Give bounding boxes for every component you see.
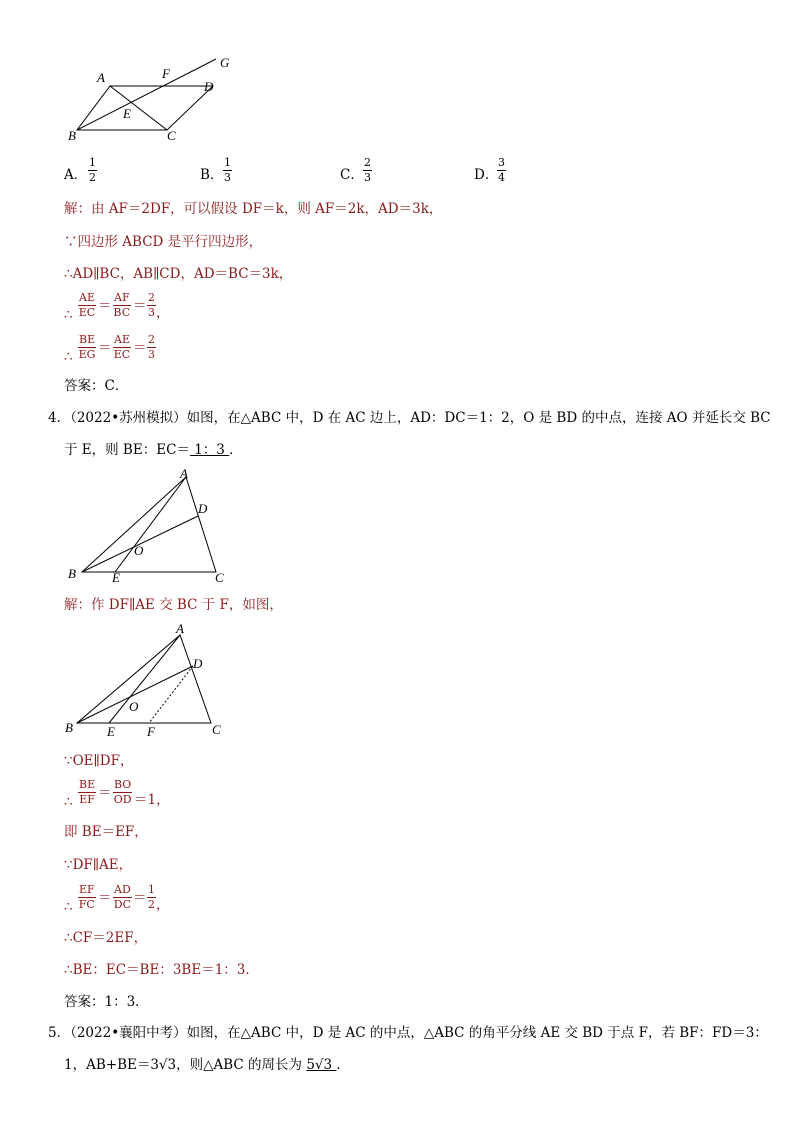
sol3-answer: 答案：C． bbox=[64, 378, 129, 394]
fig2-label-a: A bbox=[180, 466, 188, 481]
parallelogram-figure bbox=[60, 50, 260, 150]
fig1-label-e: E bbox=[123, 106, 131, 121]
fig1-label-d: D bbox=[204, 79, 214, 94]
sol4-line-4: ∵DF∥AE， bbox=[64, 857, 133, 873]
fig3-label-a: A bbox=[176, 621, 184, 636]
fig1-label-a: A bbox=[97, 70, 105, 85]
option-d-fraction: $\frac{3}{4}$ bbox=[498, 156, 505, 184]
sol4-line-5: ∴CF＝2EF， bbox=[64, 930, 148, 946]
fig2-label-e: E bbox=[112, 570, 120, 585]
option-b-label: B． bbox=[200, 167, 224, 183]
sol4-line-3: 即 BE＝EF， bbox=[64, 824, 148, 840]
fig2-label-b: B bbox=[68, 566, 76, 581]
fig3-label-b: B bbox=[65, 720, 73, 735]
option-a-fraction: $\frac{1}{2}$ bbox=[89, 156, 96, 184]
fig3-label-f: F bbox=[147, 724, 155, 739]
q4-line-2: 于 E，则 BE：EC＝ 1：3 ． bbox=[64, 442, 243, 458]
fig1-label-f: F bbox=[162, 66, 170, 81]
fig1-label-c: C bbox=[167, 128, 176, 143]
sol4-line-6: ∴BE：EC＝BE：3BE＝1：3． bbox=[64, 962, 259, 978]
fig3-label-d: D bbox=[193, 656, 203, 671]
triangle-figure-1 bbox=[60, 460, 240, 590]
option-d-label: D． bbox=[474, 167, 499, 183]
sol4-answer: 答案：1：3． bbox=[64, 994, 149, 1010]
fig2-label-d: D bbox=[198, 501, 208, 516]
fig3-label-e: E bbox=[107, 724, 115, 739]
q4-line-1: 4．（2022•苏州模拟）如图，在△ABC 中，D 在 AC 边上，AD：DC＝1：2，O 是 BD 的中点，连接 AO 并延长交 BC bbox=[48, 410, 771, 426]
fig1-label-g: G bbox=[220, 55, 230, 70]
sol3-line-2: ∵四边形 ABCD 是平行四边形， bbox=[64, 234, 263, 250]
option-c-label: C． bbox=[340, 167, 364, 183]
fig2-label-c: C bbox=[215, 570, 224, 585]
fig1-label-b: B bbox=[68, 128, 76, 143]
sol4-line-2: ∵OE∥DF， bbox=[64, 753, 134, 769]
fig3-label-o: O bbox=[129, 699, 139, 714]
fig3-label-c: C bbox=[212, 722, 221, 737]
sol4-line-1: 解：作 DF∥AE 交 BC 于 F，如图， bbox=[64, 597, 283, 613]
fig2-label-o: O bbox=[134, 543, 144, 558]
sol3-line-3: ∴AD∥BC，AB∥CD，AD＝BC＝3k， bbox=[64, 266, 293, 282]
sol3-line-1: 解：由 AF＝2DF，可以假设 DF＝k，则 AF＝2k，AD＝3k， bbox=[64, 201, 443, 217]
q5-line-2: 1，AB+BE＝3√3，则△ABC 的周长为 5√3 ． bbox=[64, 1057, 350, 1073]
option-b-fraction: $\frac{1}{3}$ bbox=[224, 156, 231, 184]
option-c-fraction: $\frac{2}{3}$ bbox=[364, 156, 371, 184]
option-a-label: A． bbox=[64, 167, 88, 183]
q5-answer-blank: 5√3 bbox=[306, 1057, 337, 1073]
q4-answer-blank: 1：3 bbox=[189, 442, 230, 458]
q5-line-1: 5．（2022•襄阳中考）如图，在△ABC 中，D 是 AC 的中点，△ABC 的角平分线 AE 交 BD 于点 F，若 BF：FD＝3： bbox=[48, 1025, 768, 1041]
